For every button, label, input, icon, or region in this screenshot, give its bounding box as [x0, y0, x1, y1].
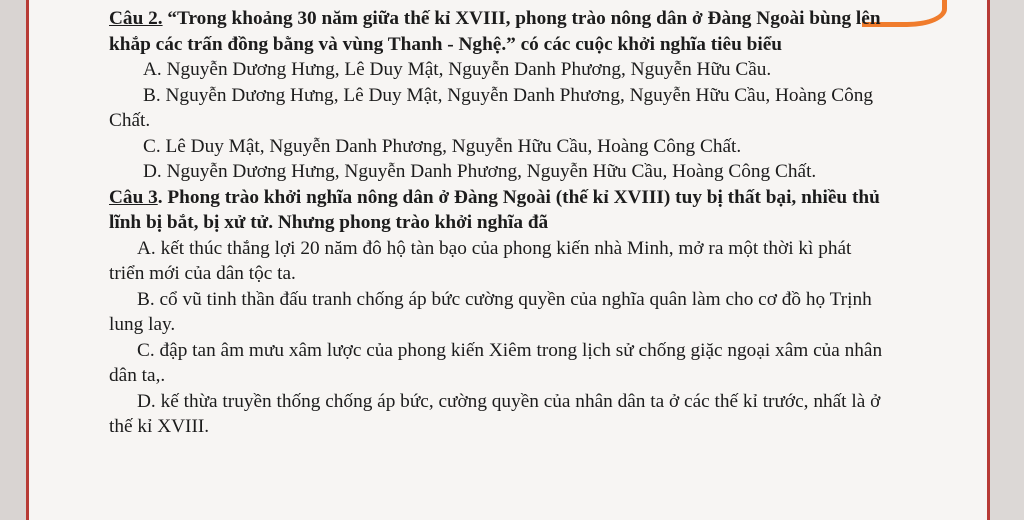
question-2-option-b: B. Nguyễn Dương Hưng, Lê Duy Mật, Nguyễn Danh Phương, Nguyễn Hữu Cầu, Hoàng Công Chất.: [109, 84, 874, 131]
question-3-label: Câu 3: [109, 186, 158, 208]
question-3-option-d: D. kế thừa truyền thống chống áp bức, cường quyền của nhân dân ta ở các thế kỉ trước, nhất là ở thế kỉ XVIII.: [109, 390, 881, 437]
question-2-option-a: A. Nguyễn Dương Hưng, Lê Duy Mật, Nguyễn Danh Phương, Nguyễn Hữu Cầu.: [143, 59, 772, 80]
document-page: [29, 0, 987, 520]
question-3-stem: Câu 3. Phong trào khởi nghĩa nông dân ở Đàng Ngoài (thế kỉ XVIII) tuy bị thất bại, nhiều thủ lĩnh bị bắt, bị xử tử. Nhưng phong trào khởi nghĩa đã: [109, 186, 880, 233]
question-2-label: Câu 2.: [109, 8, 163, 29]
right-margin: [990, 0, 1024, 520]
question-2-option-d: D. Nguyễn Dương Hưng, Nguyễn Danh Phương, Nguyễn Hữu Cầu, Hoàng Công Chất.: [143, 161, 817, 182]
left-margin: [0, 0, 26, 520]
question-3-option-b: B. cổ vũ tinh thần đấu tranh chống áp bức cường quyền của nghĩa quân làm cho cơ đồ họ Trịnh lung lay.: [109, 288, 872, 335]
question-3-option-c: C. đập tan âm mưu xâm lược của phong kiến Xiêm trong lịch sử chống giặc ngoại xâm của nhân dân ta,.: [109, 339, 883, 386]
question-3-option-a: A. kết thúc thắng lợi 20 năm đô hộ tàn bạo của phong kiến nhà Minh, mở ra một thời kì phát triển mới của dân tộc ta.: [109, 237, 852, 284]
question-2-stem: Câu 2. “Trong khoảng 30 năm giữa thế kỉ XVIII, phong trào nông dân ở Đàng Ngoài bùng lên khắp các trấn đồng bằng và vùng Thanh - Nghệ.” có các cuộc khởi nghĩa tiêu biểu: [109, 8, 881, 55]
question-2-option-c: C. Lê Duy Mật, Nguyễn Danh Phương, Nguyễn Hữu Cầu, Hoàng Công Chất.: [143, 135, 742, 157]
right-border-line: [987, 0, 990, 520]
question-content: [109, 6, 889, 440]
